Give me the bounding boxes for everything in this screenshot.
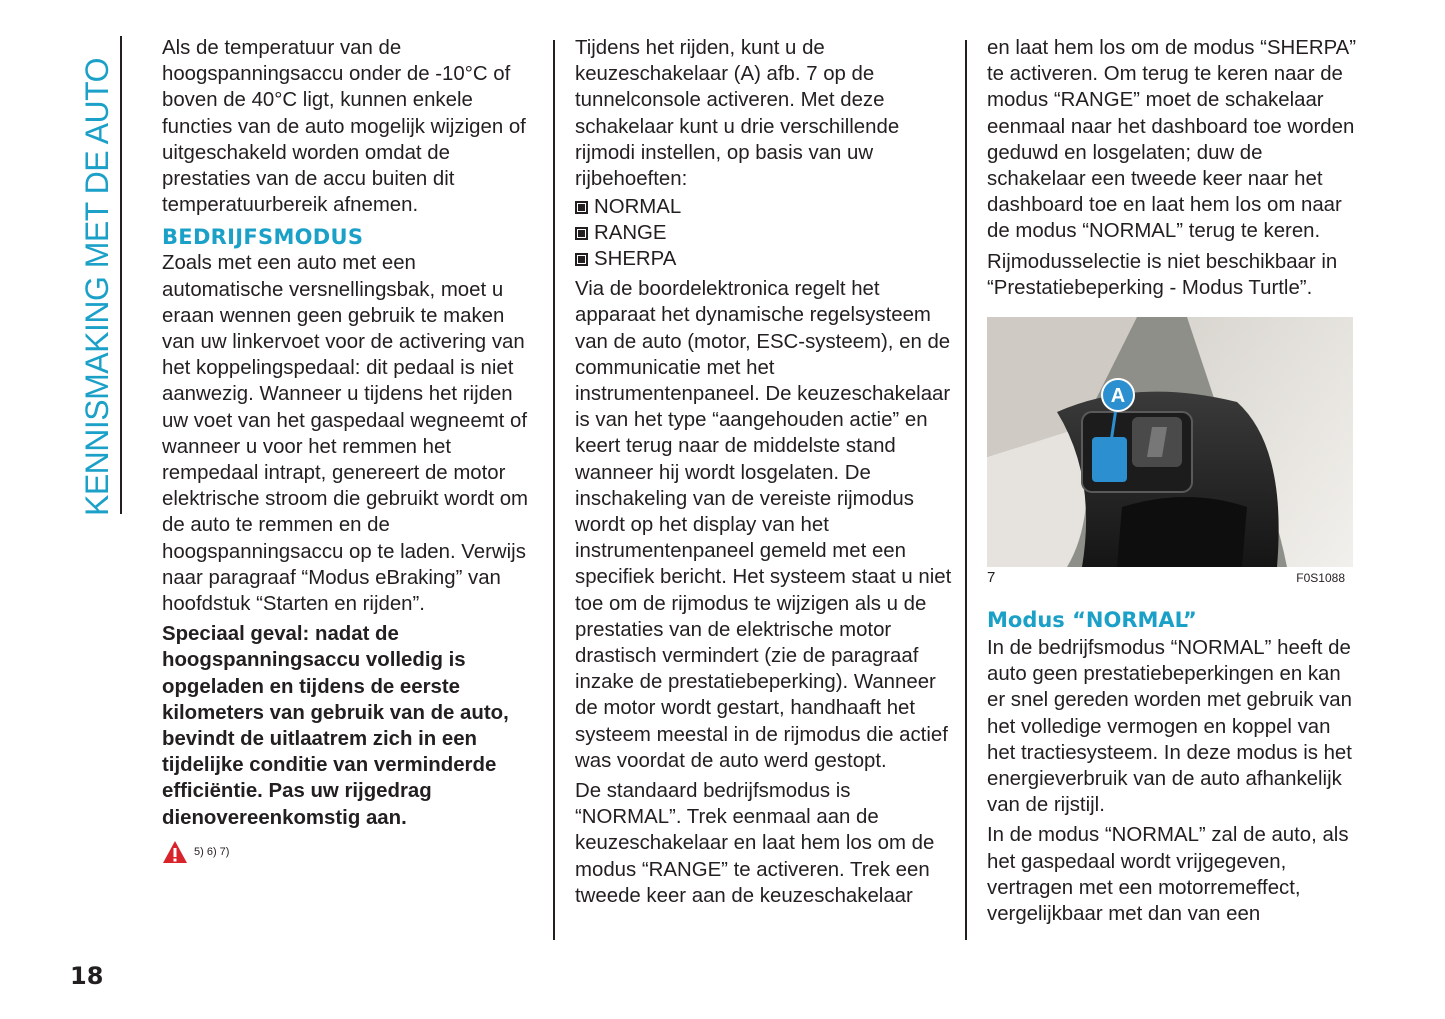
side-title-divider — [120, 36, 122, 514]
figure-drive-mode-selector — [987, 317, 1353, 567]
square-bullet-icon — [575, 227, 588, 240]
square-bullet-icon — [575, 201, 588, 214]
drive-mode-list — [575, 194, 955, 272]
col3-body-paragraph-1: In de bedrijfsmodus “NORMAL” heeft de auto geen prestatiebeperkingen en kan er snel gereden worden met gebruik van het volledige vermogen en koppel van het tractiesysteem. In deze modus is het energieverbruik van de auto afhankelijk van de rijstijl. — [987, 637, 1352, 817]
column-2 — [575, 35, 955, 909]
column-divider-2 — [965, 40, 967, 940]
figure-code: F0S1088 — [1296, 571, 1345, 586]
warning-reference — [162, 839, 542, 865]
col2-intro-paragraph: Tijdens het rijden, kunt u de keuzeschakelaar (A) afb. 7 op de tunnelconsole activeren. Met deze schakelaar kunt u drie verschillende rijmodi instellen, op basis van uw rijbehoeften: — [575, 37, 900, 191]
section-heading-bedrijfsmodus: BEDRIJFSMODUS — [162, 225, 364, 250]
col1-intro-paragraph: Als de temperatuur van de hoogspanningsaccu onder de -10°C of boven de 40°C ligt, kunnen enkele functies van de auto mogelijk wijzigen of uitgeschakeld worden omdat de prestaties van de accu buiten dit temperatuurbereik afnemen. — [162, 37, 526, 217]
column-divider-1 — [553, 40, 555, 940]
chapter-side-title — [80, 36, 120, 516]
list-item: NORMAL — [575, 194, 955, 220]
figure-caption — [987, 571, 1345, 585]
console-photo-illustration — [987, 317, 1353, 567]
page-number: 18 — [70, 962, 104, 990]
col3-note-paragraph: Rijmodusselectie is niet beschikbaar in “Prestatiebeperking - Modus Turtle”. — [987, 250, 1338, 299]
figure-callout-label: A — [1110, 385, 1126, 408]
column-1 — [162, 35, 542, 865]
col1-special-case-note: Speciaal geval: nadat de hoogspanningsaccu volledig is opgeladen en tijdens de eerste kilometers van gebruik van de auto, bevindt de uitlaatrem zich in een tijdelijke conditie van verminderde efficiëntie. Pas uw rijgedrag dienovereenkomstig aan. — [162, 623, 509, 829]
figure-number: 7 — [987, 569, 996, 587]
col3-continuation-paragraph: en laat hem los om de modus “SHERPA” te activeren. Om terug te keren naar de modus “RANGE” moet de schakelaar eenmaal naar het dashboard toe worden geduwd en losgelaten; duw de schakelaar een tweede keer naar het dashboard toe en laat hem los om naar de modus “NORMAL” terug te keren. — [987, 37, 1357, 243]
square-bullet-icon — [575, 253, 588, 266]
list-item: RANGE — [575, 220, 955, 246]
warning-reference-numbers: 5) 6) 7) — [194, 845, 230, 858]
subsection-heading-normal: Modus “NORMAL” — [987, 608, 1197, 633]
col2-body-paragraph-1: Via de boordelektronica regelt het apparaat het dynamische regelsysteem van de auto (motor, ESC-systeem), en de communicatie met het instrumentenpaneel. De keuzeschakelaar is van het type “aangehouden actie” en keert terug naar de middelste stand wanneer hij wordt losgelaten. De inschakeling van de vereiste rijmodus wordt op het display van het instrumentenpaneel gemeld met een specifiek bericht. Het systeem staat u niet toe om de rijmodus te wijzigen als u de prestaties van de elektrische motor drastisch vermindert (zie de paragraaf inzake de prestatiebeperking). Wanneer de motor wordt gestart, handhaaft het systeem meestal in de rijmodus die actief was voordat de auto werd gestopt. — [575, 278, 952, 772]
col2-body-paragraph-2: De standaard bedrijfsmodus is “NORMAL”. Trek eenmaal aan de keuzeschakelaar en laat hem los om de modus “RANGE” te activeren. Trek een tweede keer aan de keuzeschakelaar — [575, 780, 935, 907]
column-3 — [987, 35, 1357, 927]
warning-triangle-icon — [162, 840, 188, 864]
list-item: SHERPA — [575, 246, 955, 272]
chapter-side-title-text: KENNISMAKING MET DE AUTO — [79, 57, 115, 516]
col1-body-paragraph: Zoals met een auto met een automatische versnellingsbak, moet u eraan wennen geen gebruik te maken van uw linkervoet voor de activering van het koppelingspedaal: dit pedaal is niet aanwezig. Wanneer u tijdens het rijden uw voet van het gaspedaal wegneemt of wanneer u voor het remmen het rempedaal intrapt, genereert de motor elektrische stroom die gebruikt wordt om de auto te remmen en de hoogspanningsaccu op te laden. Verwijs naar paragraaf “Modus eBraking” van hoofdstuk “Starten en rijden”. — [162, 252, 529, 616]
col3-body-paragraph-2: In de modus “NORMAL” zal de auto, als het gaspedaal wordt vrijgegeven, vertragen met een motorremeffect, vergelijkbaar met dan van een — [987, 824, 1349, 926]
